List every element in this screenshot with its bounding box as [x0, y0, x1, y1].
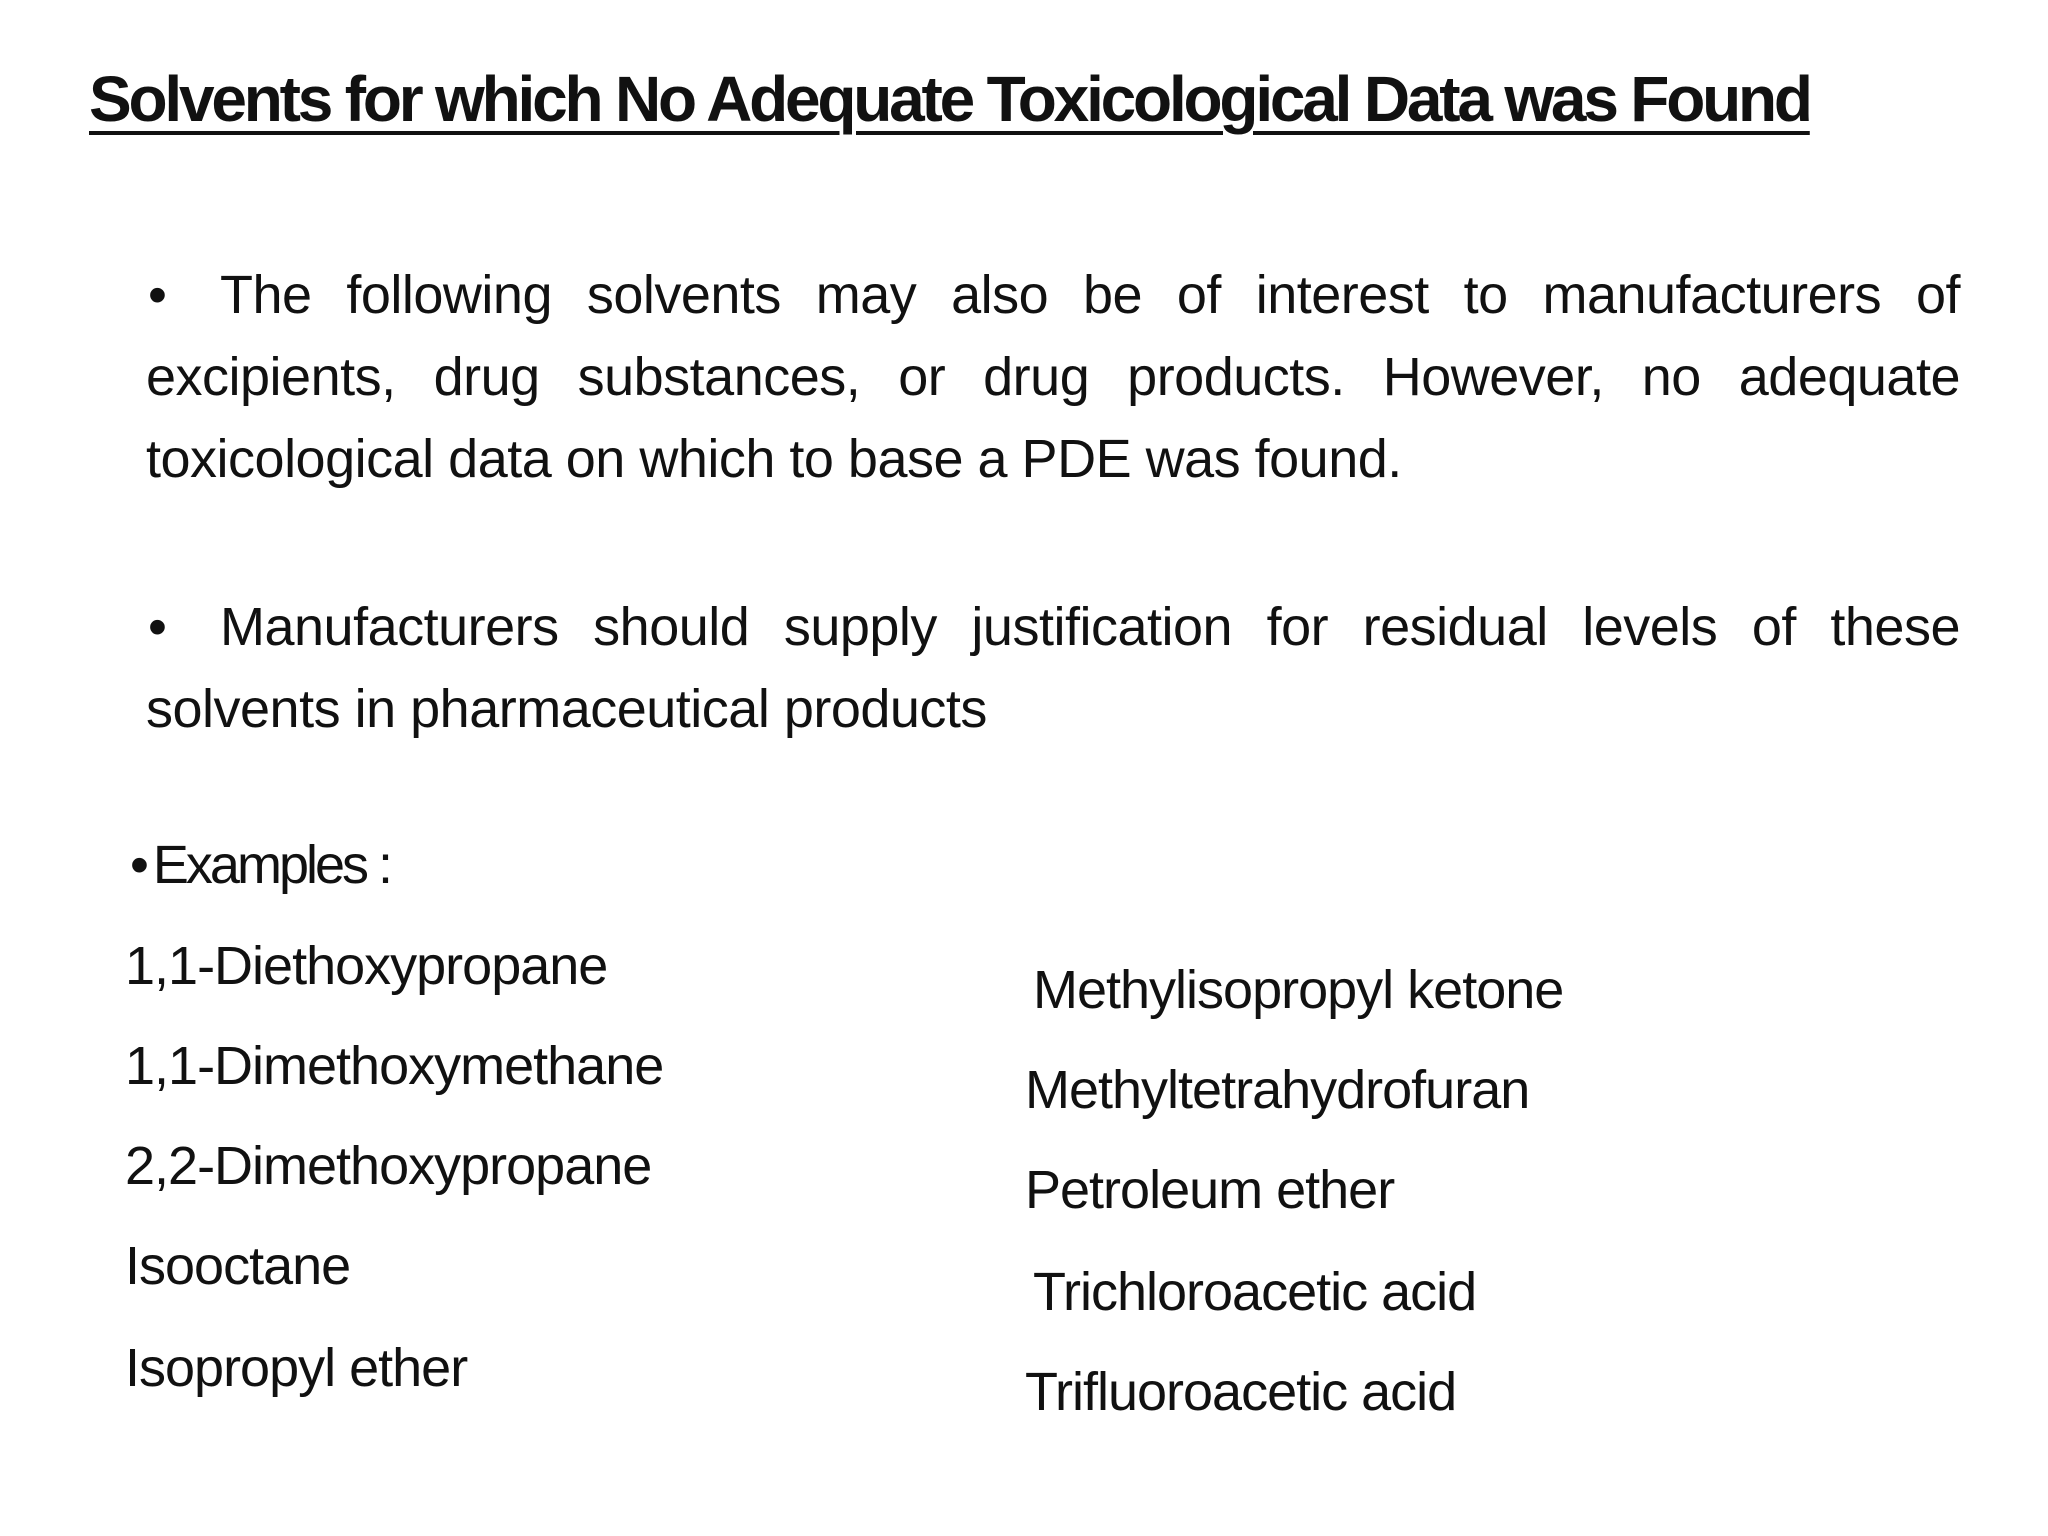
- slide-title: Solvents for which No Adequate Toxicological Data was Found: [89, 63, 1810, 135]
- example-item: Isopropyl ether: [125, 1338, 468, 1398]
- example-item: 1,1-Dimethoxymethane: [125, 1036, 664, 1096]
- example-item: Petroleum ether: [1025, 1160, 1395, 1220]
- examples-heading: [130, 834, 390, 896]
- bullet-1: •: [148, 265, 167, 325]
- example-item: Methyltetrahydrofuran: [1025, 1060, 1530, 1120]
- example-item: Isooctane: [125, 1236, 351, 1296]
- example-item: 1,1-Diethoxypropane: [125, 936, 608, 996]
- examples-bullet: •: [130, 835, 149, 895]
- example-item: Trifluoroacetic acid: [1025, 1362, 1457, 1422]
- paragraph-1-text: The following solvents may also be of interest to manufacturers of excipients, drug substances, or drug products. However, no adequate toxicological data on which to base a PDE was found.: [146, 265, 1960, 489]
- example-item: 2,2-Dimethoxypropane: [125, 1136, 652, 1196]
- paragraph-2: [146, 586, 1960, 750]
- example-item: Trichloroacetic acid: [1033, 1262, 1477, 1322]
- paragraph-2-text: Manufacturers should supply justification for residual levels of these solvents in pharmaceutical products: [146, 597, 1960, 739]
- paragraph-1: [146, 254, 1960, 500]
- bullet-2: •: [148, 597, 167, 657]
- examples-label: Examples :: [152, 835, 391, 895]
- example-item: Methylisopropyl ketone: [1033, 960, 1564, 1020]
